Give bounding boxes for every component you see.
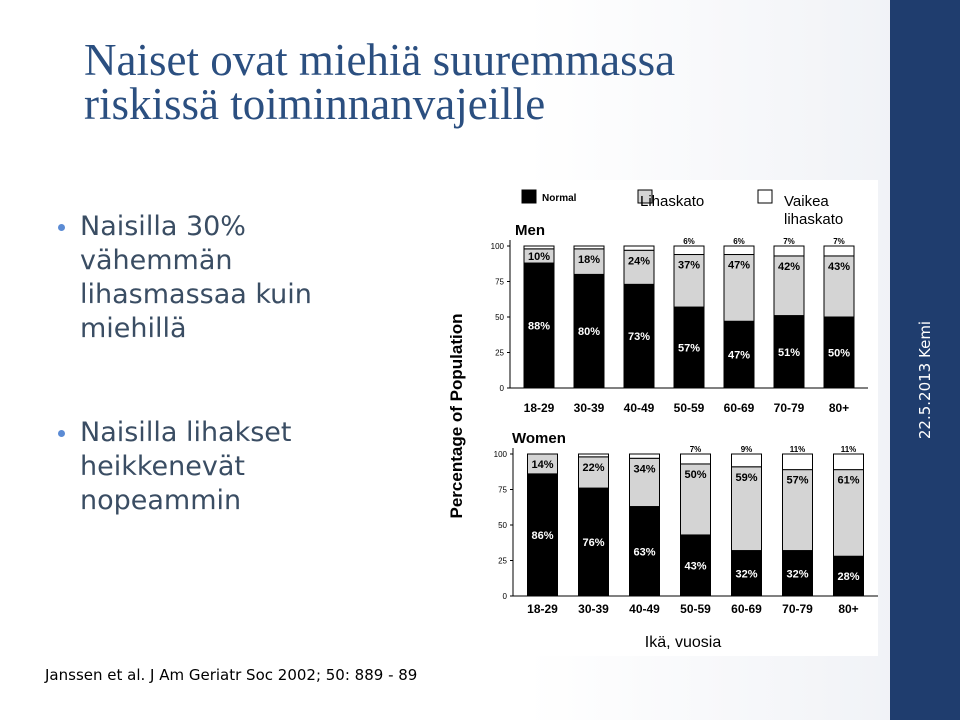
data-label: 88% [527, 320, 551, 333]
data-label: 6% [683, 237, 695, 246]
bar-segment [574, 246, 604, 249]
data-label: 80% [577, 326, 601, 339]
y-tick-label: 100 [490, 242, 504, 251]
bar-segment [630, 454, 660, 458]
data-label: 61% [837, 474, 860, 487]
panel-title: Men [515, 222, 545, 239]
data-label: 73% [627, 331, 651, 344]
legend-swatch [522, 190, 536, 203]
y-tick-label: 100 [493, 450, 507, 459]
bullet-text [80, 416, 398, 518]
data-label: 10% [527, 250, 551, 263]
stacked-bar-chart [440, 180, 878, 656]
bar-segment [732, 454, 762, 467]
date-label: 22.5.2013 Kemi [916, 320, 934, 440]
data-label: 22% [582, 461, 605, 474]
data-label: 76% [582, 537, 605, 550]
data-label: 34% [633, 463, 656, 476]
bullet-line: Naisilla lihakset [80, 417, 292, 448]
bar-segment [774, 246, 804, 256]
data-label: 47% [727, 349, 751, 362]
legend-label-line: Vaikea [784, 193, 829, 210]
data-label: 18% [577, 253, 601, 266]
slide-title [84, 35, 864, 129]
y-tick-label: 75 [495, 277, 504, 287]
bullet-item [58, 210, 398, 346]
bar-segment [783, 454, 813, 470]
bullet-line: vähemmän [80, 245, 233, 276]
x-tick-label: 40-49 [623, 401, 655, 415]
bar-segment [724, 246, 754, 255]
bar-segment [524, 246, 554, 249]
y-tick-label: 75 [498, 485, 507, 495]
legend-swatch [758, 190, 772, 203]
x-tick-label: 80+ [838, 602, 859, 616]
data-label: 57% [677, 342, 701, 355]
data-label: 7% [833, 237, 845, 246]
bullet-line: heikkenevät [80, 451, 245, 482]
y-tick-label: 25 [498, 556, 507, 566]
data-label: 11% [789, 445, 806, 454]
x-tick-label: 60-69 [731, 602, 762, 616]
bar-segment [681, 454, 711, 464]
y-axis-title: Percentage of Population [447, 313, 466, 519]
data-label: 59% [735, 471, 758, 484]
x-tick-label: 70-79 [782, 602, 813, 616]
bullet-line: nopeammin [80, 485, 242, 516]
y-tick-label: 0 [502, 592, 507, 601]
y-tick-label: 50 [498, 521, 507, 530]
citation: Janssen et al. J Am Geriatr Soc 2002; 50: 889 - 89 [45, 666, 418, 684]
x-tick-label: 30-39 [573, 401, 605, 415]
data-label: 32% [786, 568, 809, 581]
data-label: 9% [740, 445, 753, 454]
x-tick-label: 60-69 [723, 401, 755, 415]
data-label: 51% [777, 346, 801, 359]
data-label: 28% [837, 571, 860, 584]
legend-label-line: lihaskato [784, 211, 844, 228]
data-label: 43% [684, 560, 707, 573]
bullet-text [80, 210, 398, 346]
data-label: 37% [677, 259, 701, 272]
data-label: 32% [735, 568, 758, 581]
chart-figure [440, 180, 878, 656]
bullet-list [58, 210, 398, 588]
title-line: riskissä toiminnanvajeille [84, 79, 546, 129]
data-label: 7% [689, 445, 702, 454]
x-tick-label: 40-49 [629, 602, 660, 616]
x-tick-label: 18-29 [523, 401, 555, 415]
data-label: 6% [733, 237, 745, 246]
data-label: 7% [783, 237, 795, 246]
x-tick-label: 50-59 [673, 401, 705, 415]
data-label: 42% [777, 260, 801, 273]
y-tick-label: 50 [495, 313, 504, 322]
bar-segment [674, 246, 704, 255]
legend-label [784, 193, 843, 228]
y-tick-label: 25 [495, 348, 504, 358]
bullet-item [58, 416, 398, 518]
x-tick-label: 30-39 [578, 602, 609, 616]
legend-label: Lihaskato [640, 193, 705, 210]
data-label: 57% [786, 474, 809, 487]
data-label: 24% [627, 255, 651, 268]
bullet-line: Naisilla 30% [80, 211, 246, 242]
data-label: 11% [840, 445, 857, 454]
data-label: 86% [531, 529, 554, 542]
y-tick-label: 0 [499, 384, 504, 393]
data-label: 50% [827, 347, 851, 360]
x-axis-title: Ikä, vuosia [644, 634, 722, 651]
title-line: Naiset ovat miehiä suuremmassa [84, 35, 676, 85]
bar-segment [624, 246, 654, 250]
x-tick-label: 80+ [828, 401, 850, 415]
x-tick-label: 70-79 [773, 401, 805, 415]
data-label: 63% [633, 546, 656, 559]
data-label: 14% [531, 458, 554, 471]
panel-title: Women [512, 430, 566, 447]
data-label: 50% [684, 468, 707, 481]
legend-label: Normal [542, 193, 577, 204]
bar-segment [824, 246, 854, 256]
bullet-line: lihasmassaa kuin [80, 279, 312, 310]
data-label: 43% [827, 260, 851, 273]
x-tick-label: 50-59 [680, 602, 711, 616]
bar-segment [579, 454, 609, 457]
bullet-line: miehillä [80, 313, 187, 344]
x-tick-label: 18-29 [527, 602, 558, 616]
data-label: 47% [727, 259, 751, 272]
bar-segment [834, 454, 864, 470]
